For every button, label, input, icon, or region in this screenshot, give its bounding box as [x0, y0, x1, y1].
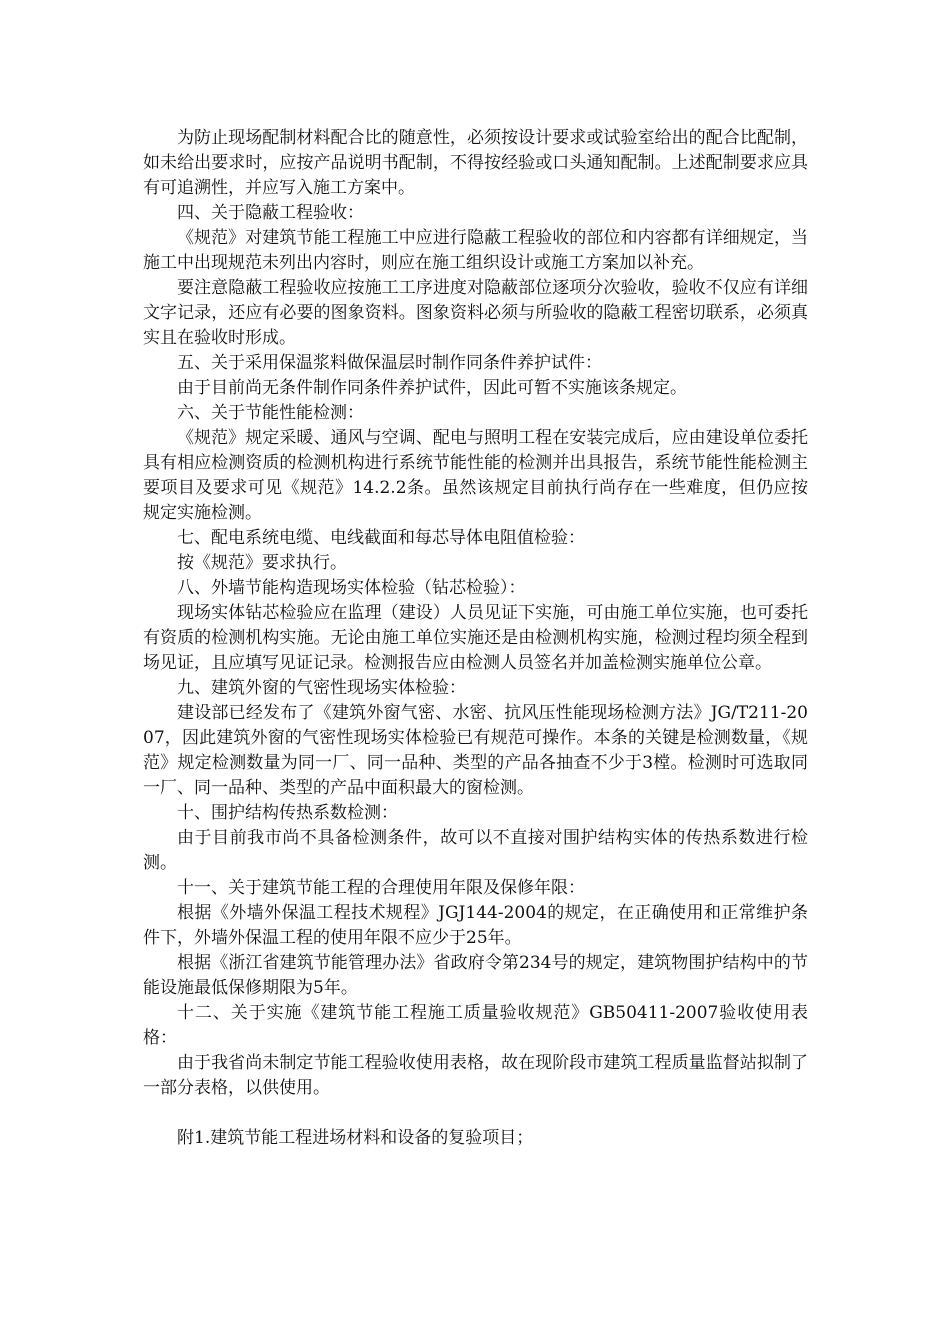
- paragraph-curing-specimens: 由于目前尚无条件制作同条件养护试件，因此可暂不实施该条规定。: [177, 378, 687, 398]
- paragraph-service-life: 根据《外墙外保温工程技术规程》JGJ144-2004的规定，在正确使用和正常维护条件下，外墙外保温工程的使用年限不应少于25年。: [143, 903, 808, 948]
- paragraph-warranty-period: 根据《浙江省建筑节能管理办法》省政府令第234号的规定，建筑物围护结构中的节能设施最低保修期限为5年。: [143, 953, 808, 998]
- heading-section-4: 四、关于隐蔽工程验收：: [177, 203, 364, 223]
- blank-line: [143, 1101, 808, 1126]
- heading-section-7: 七、配电系统电缆、电线截面和每芯导体电阻值检验：: [177, 528, 585, 548]
- heading-section-5: 五、关于采用保温浆料做保温层时制作同条件养护试件：: [177, 353, 602, 373]
- heading-section-8: 八、外墙节能构造现场实体检验（钻芯检验）：: [177, 578, 526, 598]
- appendix-line: 附1.建筑节能工程进场材料和设备的复验项目；: [177, 1128, 534, 1148]
- heading-section-12: 十二、关于实施《建筑节能工程施工质量验收规范》GB50411-2007验收使用表格：: [143, 1003, 808, 1048]
- paragraph-heat-transfer: 由于目前我市尚不具备检测条件，故可以不直接对围护结构实体的传热系数进行检测。: [143, 828, 808, 873]
- paragraph-hidden-works: 《规范》对建筑节能工程施工中应进行隐蔽工程验收的部位和内容都有详细规定，当施工中出现规范未列出内容时，则应在施工组织设计或施工方案加以补充。: [143, 228, 808, 273]
- heading-section-9: 九、建筑外窗的气密性现场实体检验：: [177, 678, 466, 698]
- paragraph-acceptance-forms: 由于我省尚未制定节能工程验收使用表格，故在现阶段市建筑工程质量监督站拟制了一部分表格，以供使用。: [143, 1053, 808, 1098]
- paragraph-cable-testing: 按《规范》要求执行。: [177, 553, 347, 573]
- document-body: [143, 126, 808, 1151]
- heading-section-6: 六、关于节能性能检测：: [177, 403, 364, 423]
- heading-section-10: 十、围护结构传热系数检测：: [177, 803, 398, 823]
- paragraph-performance-testing: 《规范》规定采暖、通风与空调、配电与照明工程在安装完成后，应由建设单位委托具有相应检测资质的检测机构进行系统节能性能的检测并出具报告，系统节能性能检测主要项目及要求可见《规范》14.2.2条。虽然该规定目前执行尚存在一些难度，但仍应按规定实施检测。: [143, 428, 808, 523]
- paragraph-core-drilling: 现场实体钻芯检验应在监理（建设）人员见证下实施，可由施工单位实施，也可委托有资质的检测机构实施。无论由施工单位实施还是由检测机构实施，检测过程均须全程到场见证，且应填写见证记录。检测报告应由检测人员签名并加盖检测实施单位公章。: [143, 603, 808, 673]
- heading-section-11: 十一、关于建筑节能工程的合理使用年限及保修年限：: [177, 878, 585, 898]
- paragraph-window-airtightness: 建设部已经发布了《建筑外窗气密、水密、抗风压性能现场检测方法》JG/T211-2007，因此建筑外窗的气密性现场实体检验已有规范可操作。本条的关键是检测数量，《规范》规定检测数量为同一厂、同一品种、类型的产品各抽查不少于3樘。检测时可选取同一厂、同一品种、类型的产品中面积最大的窗检测。: [143, 703, 808, 798]
- paragraph-mix-ratio: 为防止现场配制材料配合比的随意性，必须按设计要求或试验室给出的配合比配制，如未给出要求时，应按产品说明书配制，不得按经验或口头通知配制。上述配制要求应具有可追溯性，并应写入施工方案中。: [143, 128, 808, 198]
- paragraph-hidden-works-records: 要注意隐蔽工程验收应按施工工序进度对隐蔽部位逐项分次验收，验收不仅应有详细文字记录，还应有必要的图象资料。图象资料必须与所验收的隐蔽工程密切联系，必须真实且在验收时形成。: [143, 278, 808, 348]
